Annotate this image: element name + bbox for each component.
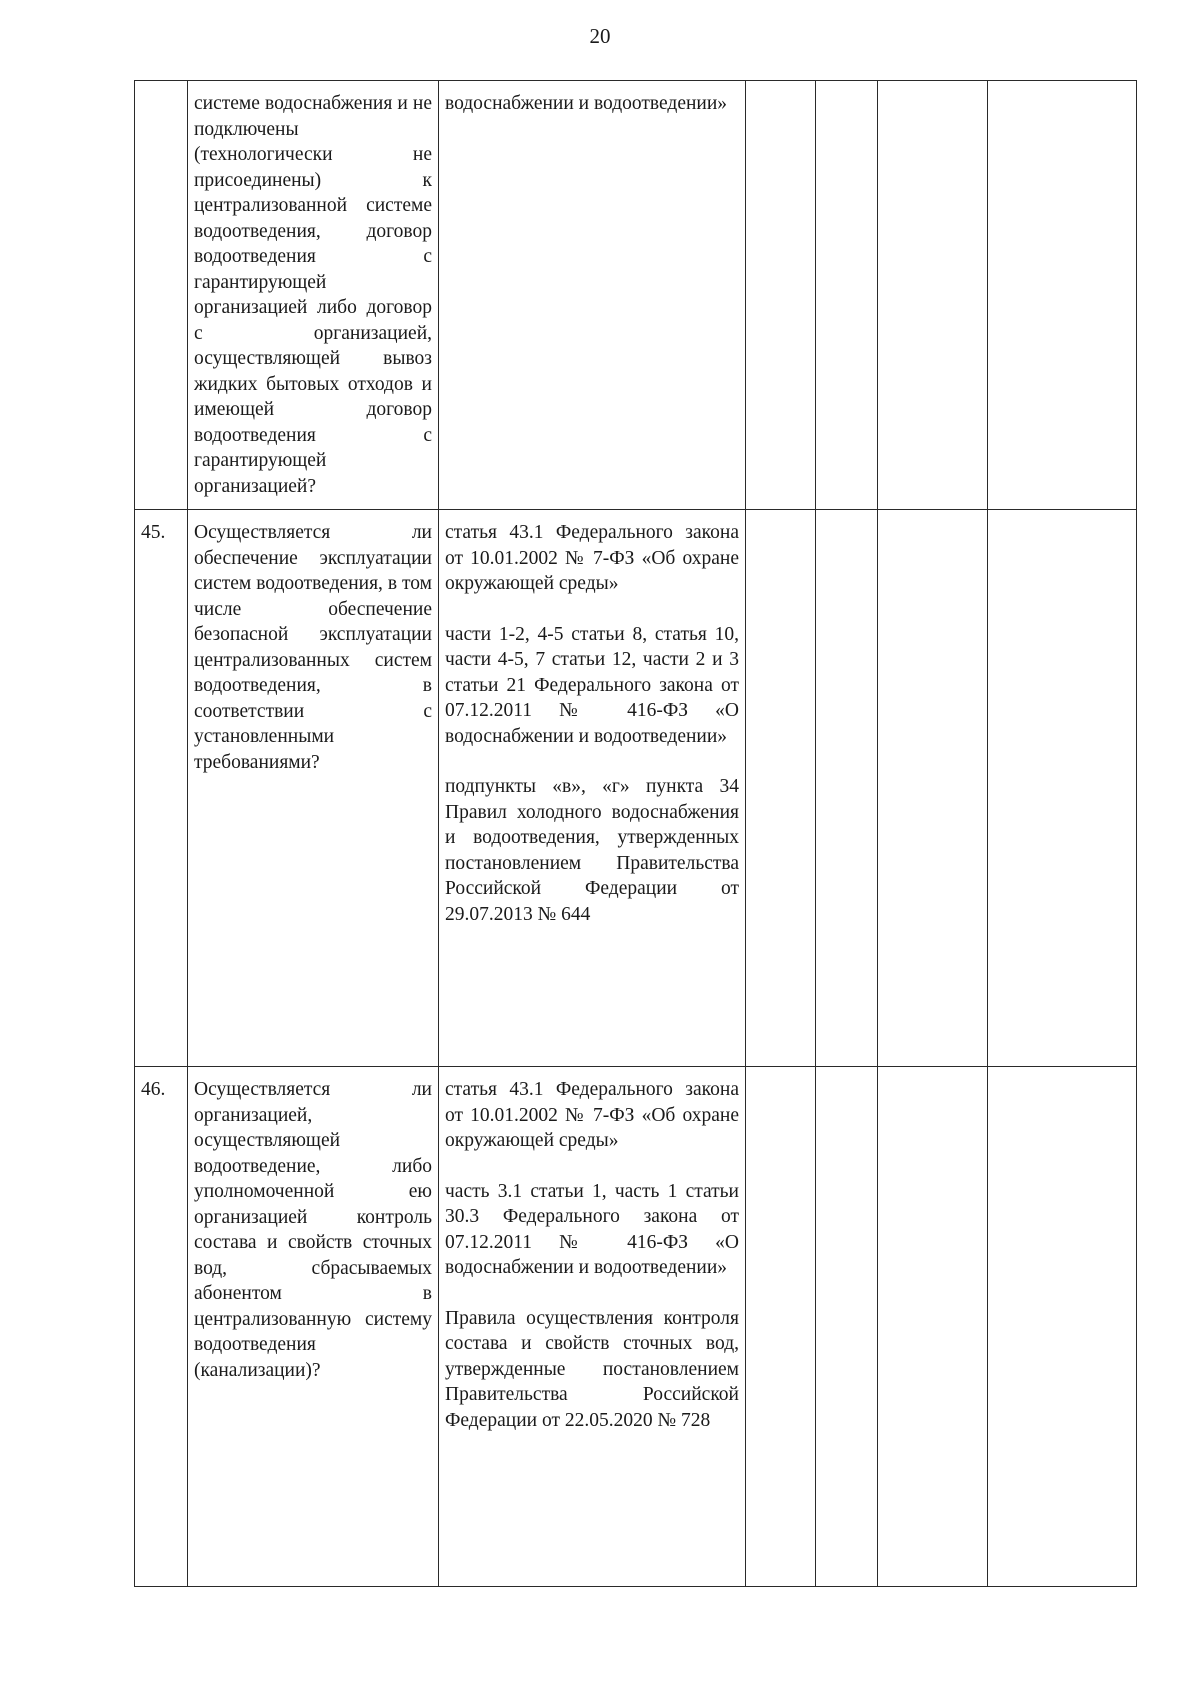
table-row	[135, 510, 1137, 1067]
question-cell: Осуществляется ли организацией, осуществляющей водоотведение, либо уполномоченной ею организацией контроль состава и свойств сточных вод, сбрасываемых абонентом в централизованную систему водоотведения (канализации)?	[188, 1067, 439, 1587]
legal-reference: Правила осуществления контроля состава и свойств сточных вод, утвержденные постановлением Правительства Российской Федерации от 22.05.2020 № 728	[445, 1307, 739, 1431]
answer-cell	[746, 510, 816, 1067]
legal-reference: часть 3.1 статьи 1, часть 1 статьи 30.3 Федерального закона от 07.12.2011 № 416-ФЗ «О водоснабжении и водоотведении»	[445, 1180, 739, 1278]
answer-cell	[816, 81, 878, 510]
note-cell	[988, 510, 1137, 1067]
legal-reference: части 1-2, 4-5 статьи 8, статья 10, части 4-5, 7 статьи 12, части 2 и 3 статьи 21 Федерального закона от 07.12.2011 № 416-ФЗ «О водоснабжении и водоотведении»	[445, 623, 739, 747]
answer-cell	[878, 81, 988, 510]
note-cell	[988, 81, 1137, 510]
legal-reference: подпункты «в», «г» пункта 34 Правил холодного водоснабжения и водоотведения, утвержденных постановлением Правительства Российской Федерации от 29.07.2013 № 644	[445, 776, 739, 925]
item-number-cell: 46.	[135, 1067, 188, 1587]
answer-cell	[746, 81, 816, 510]
legal-reference: статья 43.1 Федерального закона от 10.01.2002 № 7-ФЗ «Об охране окружающей среды»	[445, 1079, 739, 1151]
answer-cell	[746, 1067, 816, 1587]
page-number: 20	[589, 24, 611, 48]
item-number-cell	[135, 81, 188, 510]
legal-reference-cell	[439, 81, 746, 510]
legal-reference: статья 43.1 Федерального закона от 10.01.2002 № 7-ФЗ «Об охране окружающей среды»	[445, 522, 739, 594]
answer-cell	[816, 1067, 878, 1587]
question-cell: системе водоснабжения и не подключены (технологически не присоединены) к централизованной системе водоотведения, договор водоотведения с гарантирующей организацией либо договор с организацией, осуществляющей вывоз жидких бытовых отходов и имеющей договор водоотведения с гарантирующей организацией?	[188, 81, 439, 510]
answer-cell	[878, 1067, 988, 1587]
table-row	[135, 81, 1137, 510]
checklist-table	[134, 80, 1137, 1587]
item-number-cell: 45.	[135, 510, 188, 1067]
table-row	[135, 1067, 1137, 1587]
legal-reference-cell	[439, 1067, 746, 1587]
answer-cell	[816, 510, 878, 1067]
note-cell	[988, 1067, 1137, 1587]
question-cell: Осуществляется ли обеспечение эксплуатации систем водоотведения, в том числе обеспечение безопасной эксплуатации централизованных систем водоотведения, в соответствии с установленными требованиями?	[188, 510, 439, 1067]
legal-reference: водоснабжении и водоотведении»	[445, 93, 728, 114]
legal-reference-cell	[439, 510, 746, 1067]
answer-cell	[878, 510, 988, 1067]
